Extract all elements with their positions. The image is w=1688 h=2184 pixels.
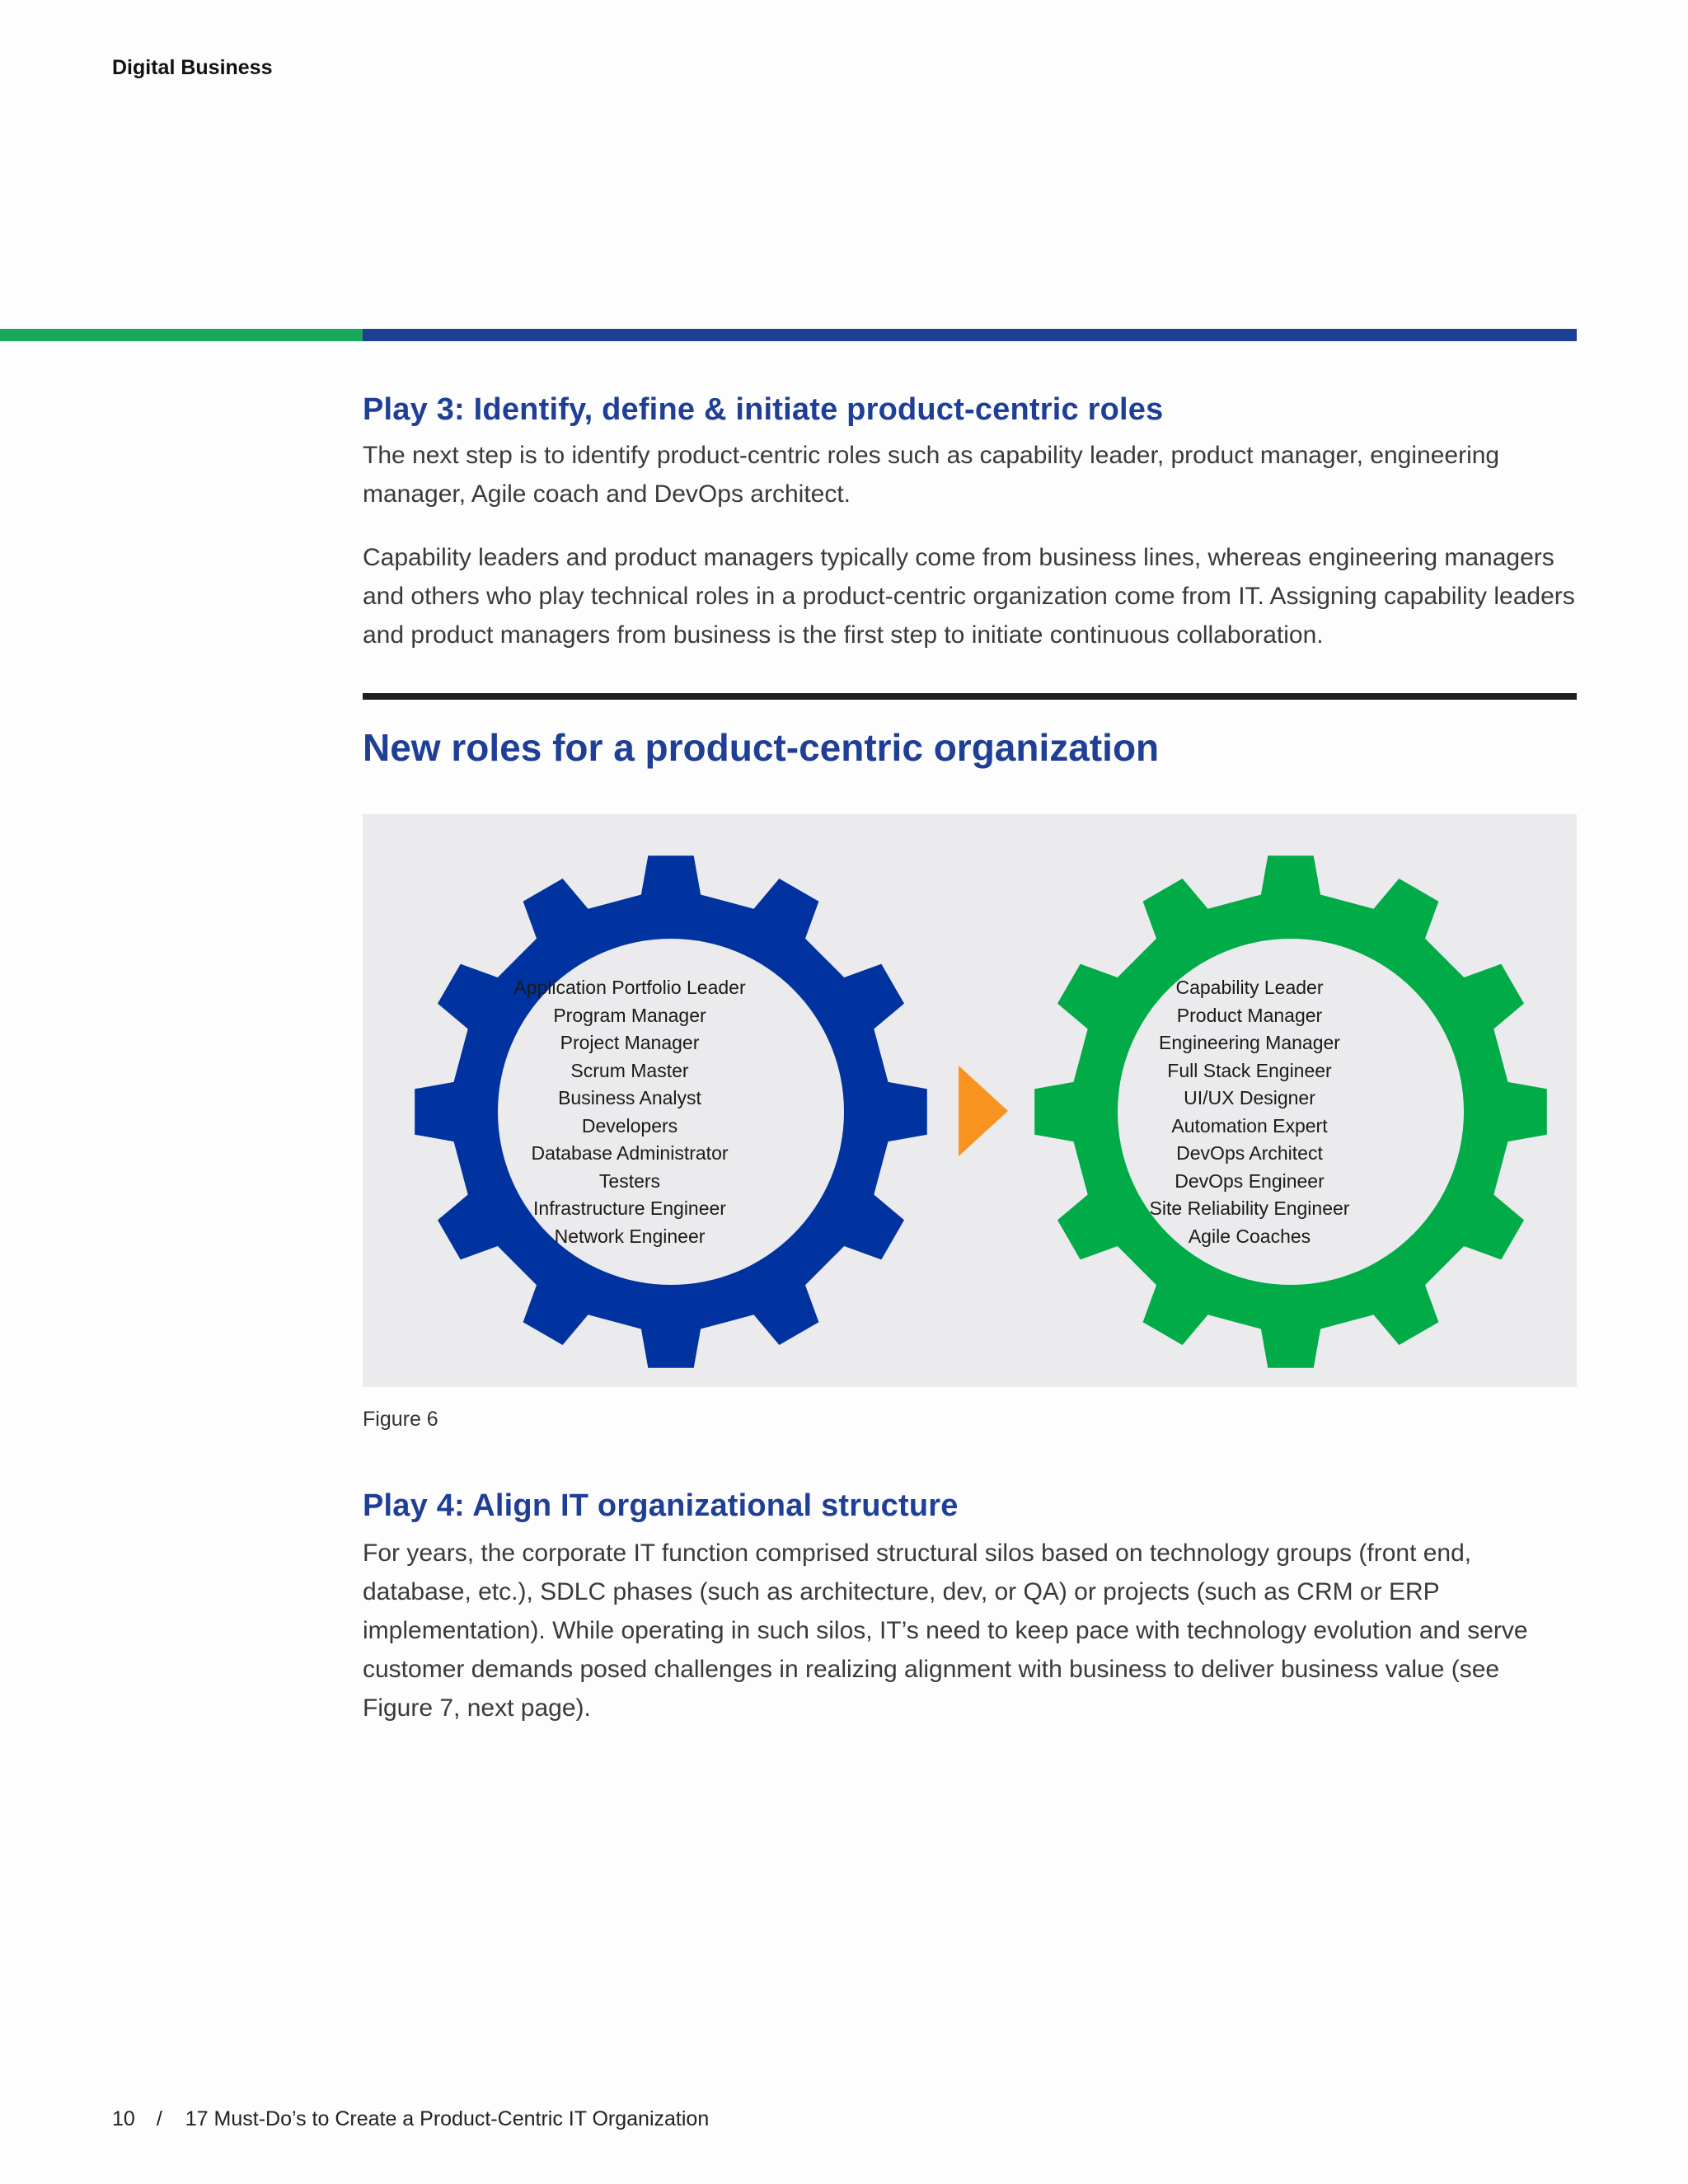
figure-caption: Figure 6 bbox=[363, 1408, 438, 1431]
new-role-item: Full Stack Engineer bbox=[1167, 1059, 1332, 1081]
footer-separator: / bbox=[156, 2107, 162, 2130]
old-role-item: Developers bbox=[581, 1114, 678, 1137]
figure-title: New roles for a product-centric organization bbox=[363, 726, 1160, 769]
new-role-item: Engineering Manager bbox=[1159, 1032, 1340, 1053]
new-role-item: Automation Expert bbox=[1171, 1114, 1328, 1137]
play3-paragraph-2: Capability leaders and product managers typically come from business lines, whereas engineering managers and others who play technical roles in a product-centric organization come from IT. Assigning capability leaders and product managers from business is the first step to initiate continuous collaboration. bbox=[363, 544, 1575, 649]
old-role-item: Application Portfolio Leader bbox=[513, 977, 746, 998]
old-role-item: Infrastructure Engineer bbox=[533, 1197, 726, 1219]
play4-heading: Play 4: Align IT organizational structure bbox=[363, 1488, 959, 1523]
section-divider bbox=[363, 693, 1577, 700]
play3-paragraph-1: The next step is to identify product-centric roles such as capability leader, product manager, engineering manager, Agile coach and DevOps architect. bbox=[363, 442, 1500, 508]
old-role-item: Database Administrator bbox=[531, 1142, 729, 1164]
new-role-item: Site Reliability Engineer bbox=[1149, 1197, 1350, 1219]
play3-heading: Play 3: Identify, define & initiate product-centric roles bbox=[363, 392, 1164, 427]
footer bbox=[112, 2107, 709, 2131]
new-role-item: UI/UX Designer bbox=[1184, 1087, 1315, 1108]
new-role-item: Product Manager bbox=[1176, 1004, 1323, 1026]
old-role-item: Network Engineer bbox=[554, 1225, 706, 1247]
play4-section bbox=[363, 1488, 1582, 1727]
old-role-item: Business Analyst bbox=[558, 1087, 701, 1108]
new-role-item: Agile Coaches bbox=[1188, 1225, 1311, 1247]
new-role-item: Capability Leader bbox=[1175, 977, 1324, 998]
document-title: 17 Must-Do’s to Create a Product-Centric IT Organization bbox=[185, 2107, 710, 2130]
page-number: 10 bbox=[112, 2107, 135, 2130]
old-roles-list bbox=[506, 974, 753, 1250]
new-roles-list bbox=[1126, 974, 1373, 1250]
new-role-item: DevOps Architect bbox=[1176, 1142, 1323, 1164]
accent-rule-green bbox=[0, 329, 363, 341]
old-role-item: Testers bbox=[598, 1169, 661, 1192]
new-role-item: DevOps Engineer bbox=[1175, 1169, 1325, 1192]
play3-section bbox=[363, 392, 1582, 654]
old-role-item: Project Manager bbox=[560, 1032, 700, 1053]
old-role-item: Program Manager bbox=[553, 1004, 706, 1026]
play4-paragraph: For years, the corporate IT function comprised structural silos based on technology groups (front end, database, etc.), SDLC phases (such as architecture, dev, or QA) or projects (such as CRM or ERP implementation). While operating in such silos, IT’s need to keep pace with technology evolution and serve customer demands posed challenges in realizing alignment with business to deliver business value (see Figure 7, next page). bbox=[363, 1540, 1528, 1722]
roles-figure bbox=[363, 814, 1577, 1387]
arrow-right-icon bbox=[959, 1066, 1008, 1156]
header-label: Digital Business bbox=[112, 56, 273, 79]
accent-rule-blue bbox=[363, 329, 1577, 341]
old-role-item: Scrum Master bbox=[570, 1059, 689, 1081]
